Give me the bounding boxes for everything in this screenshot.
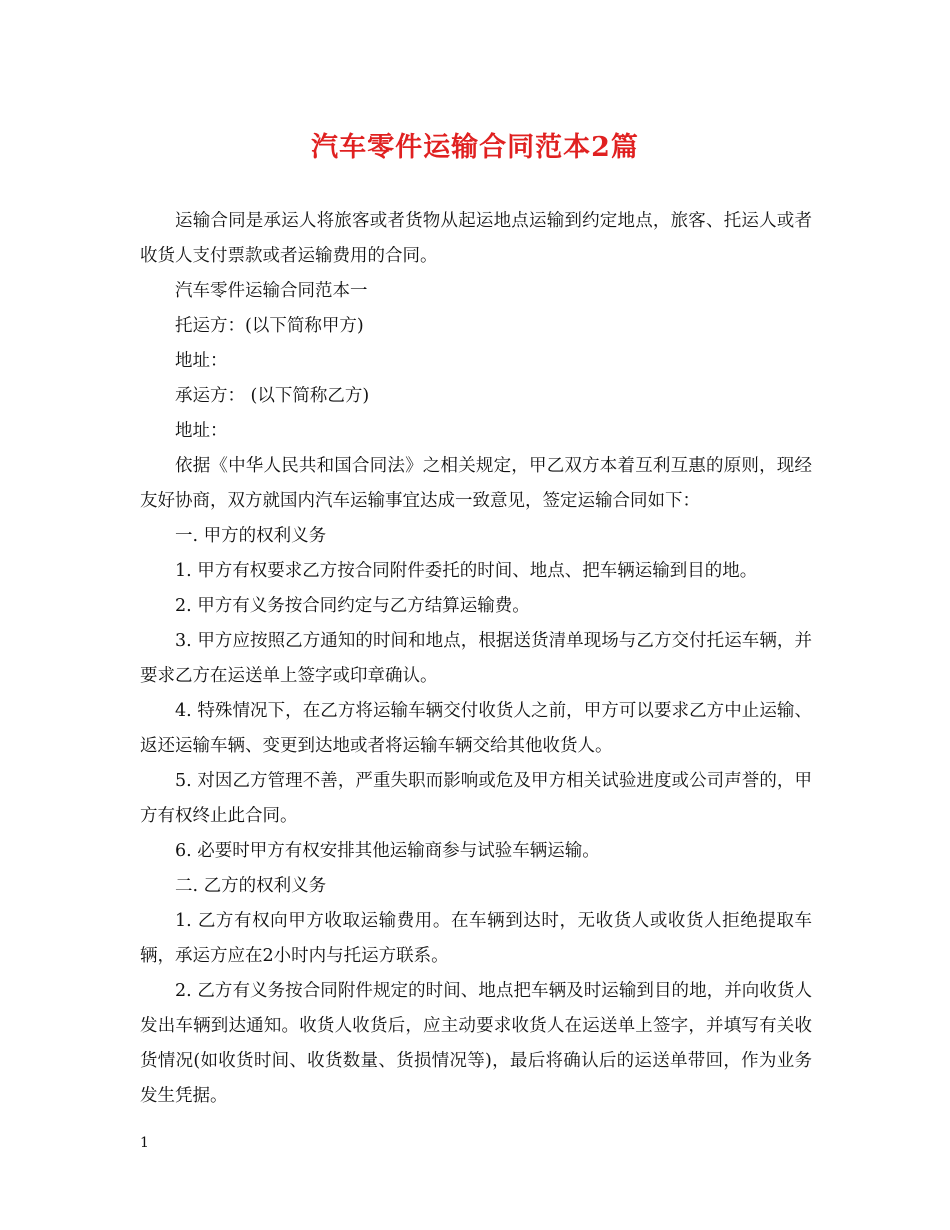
paragraph: 依据《中华人民共和国合同法》之相关规定，甲乙双方本着互利互惠的原则，现经友好协商，双方就国内汽车运输事宜达成一致意见，签定运输合同如下： [140,456,812,511]
paragraph: 1. 甲方有权要求乙方按合同附件委托的时间、地点、把车辆运输到目的地。 [175,561,758,581]
paragraph: 托运方：(以下简称甲方) [175,316,364,336]
paragraph: 2. 乙方有义务按合同附件规定的时间、地点把车辆及时运输到目的地，并向收货人发出车辆到达通知。收货人收货后，应主动要求收货人在运送单上签字，并填写有关收货情况(如收货时间、收货数量、货损情况等)，最后将确认后的运送单带回，作为业务发生凭据。 [140,981,812,1106]
paragraph: 汽车零件运输合同范本一 [175,281,368,301]
paragraph: 3. 甲方应按照乙方通知的时间和地点，根据送货清单现场与乙方交付托运车辆，并要求乙方在运送单上签字或印章确认。 [140,631,812,686]
paragraph: 5. 对因乙方管理不善，严重失职而影响或危及甲方相关试验进度或公司声誉的，甲方有权终止此合同。 [140,771,812,826]
paragraph: 4. 特殊情况下，在乙方将运输车辆交付收货人之前，甲方可以要求乙方中止运输、返还运输车辆、变更到达地或者将运输车辆交给其他收货人。 [140,701,812,756]
paragraph: 地址： [175,421,228,441]
paragraph: 2. 甲方有义务按合同约定与乙方结算运输费。 [175,596,530,616]
page-number: 1 [140,1135,149,1151]
document-title: 汽车零件运输合同范本2篇 [311,132,639,163]
document-body [140,204,812,1114]
paragraph: 1. 乙方有权向甲方收取运输费用。在车辆到达时，无收货人或收货人拒绝提取车辆，承运方应在2小时内与托运方联系。 [140,911,812,966]
section-heading: 二. 乙方的权利义务 [175,876,327,896]
paragraph: 运输合同是承运人将旅客或者货物从起运地点运输到约定地点，旅客、托运人或者收货人支付票款或者运输费用的合同。 [140,211,812,266]
section-heading: 一. 甲方的权利义务 [175,526,327,546]
paragraph: 承运方： (以下简称乙方) [175,386,370,406]
paragraph: 6. 必要时甲方有权安排其他运输商参与试验车辆运输。 [175,841,600,861]
paragraph: 地址： [175,351,228,371]
